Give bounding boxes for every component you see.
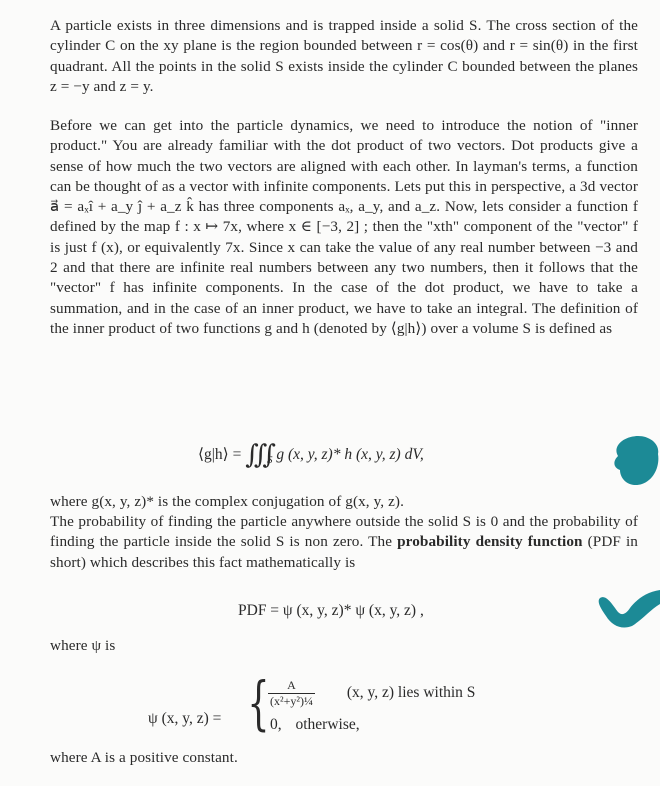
equation-pdf: PDF = ψ (x, y, z)* ψ (x, y, z) , [238, 602, 424, 619]
psi-lhs: ψ (x, y, z) = [148, 710, 222, 727]
psi-case-1-condition: (x, y, z) lies within S [346, 684, 476, 702]
paragraph-problem-setup: A particle exists in three dimensions and is trapped inside a solid S. The cross section of the cylinder C on the xy plane is the region bounded between r = cos(θ) and r = sin(θ) in the first quadrant. All the points in the solid S exists inside the cylinder C bounded between the planes z = −y and z = y. [50, 17, 638, 95]
integral-subscript: S [266, 454, 273, 467]
annotation-blob-bottom [596, 586, 660, 630]
probability-text-end: (PDF in short) which describes this fact mathematically is [50, 533, 638, 571]
probability-density-function-term: probability density function [397, 533, 583, 551]
psi-case-1 [268, 678, 475, 709]
equation-inner-product [198, 440, 424, 470]
paragraph-complex-conjugation: where g(x, y, z)* is the complex conjugation of g(x, y, z). [50, 493, 404, 510]
psi-numerator: A [268, 678, 315, 694]
piecewise-brace: { [247, 669, 270, 737]
paragraph-constant: where A is a positive constant. [50, 749, 238, 766]
psi-case-2-value: 0, [270, 716, 282, 733]
inner-product-integrand: g (x, y, z)* h (x, y, z) dV, [276, 446, 424, 463]
paragraph-inner-product-intro: Before we can get into the particle dynamics, we need to introduce the notion of "inner product." You are already familiar with the dot product of two vectors. Dot products give a sense of how much the two vectors are aligned with each other. In layman's terms, a function can be thought of as a vector with infinite components. Lets put this in perspective, a 3d vector a⃗ = aₓî + a_y ĵ + a_z k̂ has three components aₓ, a_y, and a_z. Now, lets consider a function f defined by the map f : x ↦ 7x, where x ∈ [−3, 2] ; then the "xth" component of the "vector" f is just f (x), or equivalently 7x. Since x can take the value of any real number between −3 and 2 and that there are infinite real numbers between any two numbers, then it follows that the "vector" f has infinite components. In the case of the dot product, we have to take a summation, and in the case of an inner product, we have to take an integral. The definition of the inner product of two functions g and h (denoted by ⟨g|h⟩) over a volume S is defined as [50, 117, 638, 337]
psi-denominator: (x²+y²)¼ [270, 694, 313, 708]
psi-case-2 [270, 716, 360, 734]
triple-integral-symbol: ∭ [245, 440, 267, 469]
annotation-blob-top [610, 430, 660, 490]
paragraph-where-psi: where ψ is [50, 637, 116, 654]
paragraph-probability [50, 512, 638, 573]
inner-product-lhs: ⟨g|h⟩ = [198, 446, 242, 463]
psi-case-2-condition: otherwise, [295, 716, 360, 733]
probability-text-start: The probability of finding the particle anywhere outside the solid S is 0 and the probability of finding the particle inside the solid S is non zero. The [50, 513, 638, 551]
psi-fraction [268, 678, 315, 709]
